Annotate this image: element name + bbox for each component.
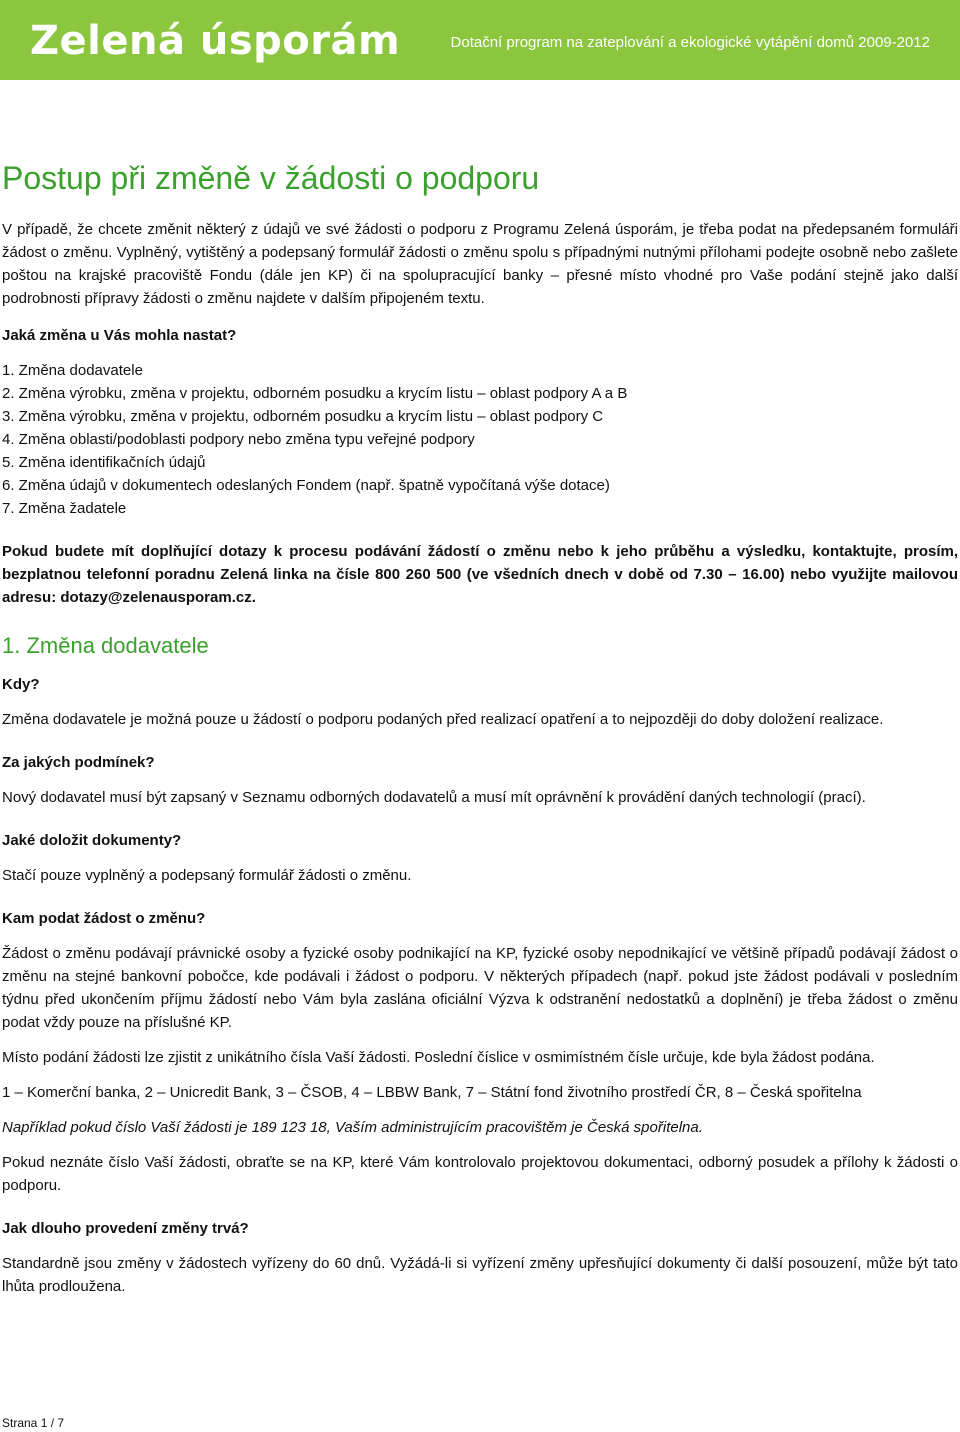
list-item: 4. Změna oblasti/podoblasti podpory nebo změna typu veřejné podpory <box>2 431 475 448</box>
changes-list <box>2 359 958 520</box>
intro-paragraph: V případě, že chcete změnit některý z údajů ve své žádosti o podporu z Programu Zelená úsporám, je třeba podat na předepsaném formuláři žádost o změnu. Vyplněný, vytištěný a podepsaný formulář žádosti o změnu spolu s případnými nutnými přílohami podejte osobně nebo zašlete poštou na krajské pracoviště Fondu (dále jen KP) či na spolupracující banky – přesné místo vhodné pro Vaše podání stejně jako další podrobnosti přípravy žádosti o změnu najdete v dalším připojeném textu. <box>2 221 958 307</box>
list-item: 7. Změna žadatele <box>2 500 127 517</box>
question-when: Kdy? <box>2 676 40 693</box>
answer-conditions: Nový dodavatel musí být zapsaný v Seznamu odborných dodavatelů a musí mít oprávnění k provádění daných technologií (prací). <box>2 789 866 806</box>
answer-duration: Standardně jsou změny v žádostech vyřízeny do 60 dnů. Vyžádá-li si vyřízení změny upřesňující dokumenty či další posouzení, může být tato lhůta prodloužena. <box>2 1255 958 1295</box>
list-item: 3. Změna výrobku, změna v projektu, odborném posudku a krycím listu – oblast podpory C <box>2 408 604 425</box>
header-banner <box>0 0 960 80</box>
example-note: Například pokud číslo Vaší žádosti je 189 123 18, Vaším administrujícím pracovištěm je Česká spořitelna. <box>2 1119 703 1136</box>
answer-where-paragraph: Místo podání žádosti lze zjistit z unikátního čísla Vaší žádosti. Poslední číslice v osmimístném čísle určuje, kde byla žádost podána. <box>2 1049 875 1066</box>
question-conditions: Za jakých podmínek? <box>2 754 155 771</box>
document-body <box>2 158 958 1298</box>
program-subtitle: Dotační program na zateplování a ekologické vytápění domů 2009-2012 <box>450 34 930 51</box>
question-documents: Jaké doložit dokumenty? <box>2 832 182 849</box>
page-title: Postup při změně v žádosti o podporu <box>2 160 540 196</box>
brand-logo-text: Zelená úsporám <box>30 18 401 64</box>
bank-codes: 1 – Komerční banka, 2 – Unicredit Bank, 3 – ČSOB, 4 – LBBW Bank, 7 – Státní fond životního prostředí ČR, 8 – Česká spořitelna <box>2 1084 862 1101</box>
list-item: 1. Změna dodavatele <box>2 362 143 379</box>
contact-note: Pokud budete mít doplňující dotazy k procesu podávání žádostí o změnu nebo k jeho průběhu a výsledku, kontaktujte, prosím, bezplatnou telefonní poradnu Zelená linka na čísle 800 260 500 (ve všedních dnech v době od 7.30 – 16.00) nebo využijte mailovou adresu: dotazy@zelenausporam.cz. <box>2 543 958 606</box>
answer-when: Změna dodavatele je možná pouze u žádostí o podporu podaných před realizací opatření a to nejpozději do doby doložení realizace. <box>2 711 884 728</box>
answer-documents: Stačí pouze vyplněný a podepsaný formulář žádosti o změnu. <box>2 867 412 884</box>
answer-where-paragraph: Pokud neznáte číslo Vaší žádosti, obraťte se na KP, které Vám kontrolovalo projektovou dokumentaci, odborný posudek a přílohy k žádosti o podporu. <box>2 1154 958 1194</box>
list-item: 6. Změna údajů v dokumentech odeslaných Fondem (např. špatně vypočítaná výše dotace) <box>2 477 610 494</box>
list-item: 5. Změna identifikačních údajů <box>2 454 206 471</box>
page-number: Strana 1 / 7 <box>2 1416 65 1430</box>
section-title: 1. Změna dodavatele <box>2 633 209 658</box>
answer-where-paragraph: Žádost o změnu podávají právnické osoby a fyzické osoby podnikající na KP, fyzické osoby nepodnikající ve většině případů podávají žádost o změnu na stejné bankovní pobočce, kde podávali i žádost o podporu. V některých případech (např. pokud jste žádost podávali v posledním týdnu před ukončením příjmu žádostí nebo Vám byla zaslána oficiální Výzva k odstranění nedostatků a doplnění) je třeba žádost o změnu podat vždy pouze na příslušné KP. <box>2 945 958 1031</box>
question-duration: Jak dlouho provedení změny trvá? <box>2 1220 249 1237</box>
question-where: Kam podat žádost o změnu? <box>2 910 206 927</box>
changes-heading: Jaká změna u Vás mohla nastat? <box>2 327 237 344</box>
list-item: 2. Změna výrobku, změna v projektu, odborném posudku a krycím listu – oblast podpory A a B <box>2 385 628 402</box>
